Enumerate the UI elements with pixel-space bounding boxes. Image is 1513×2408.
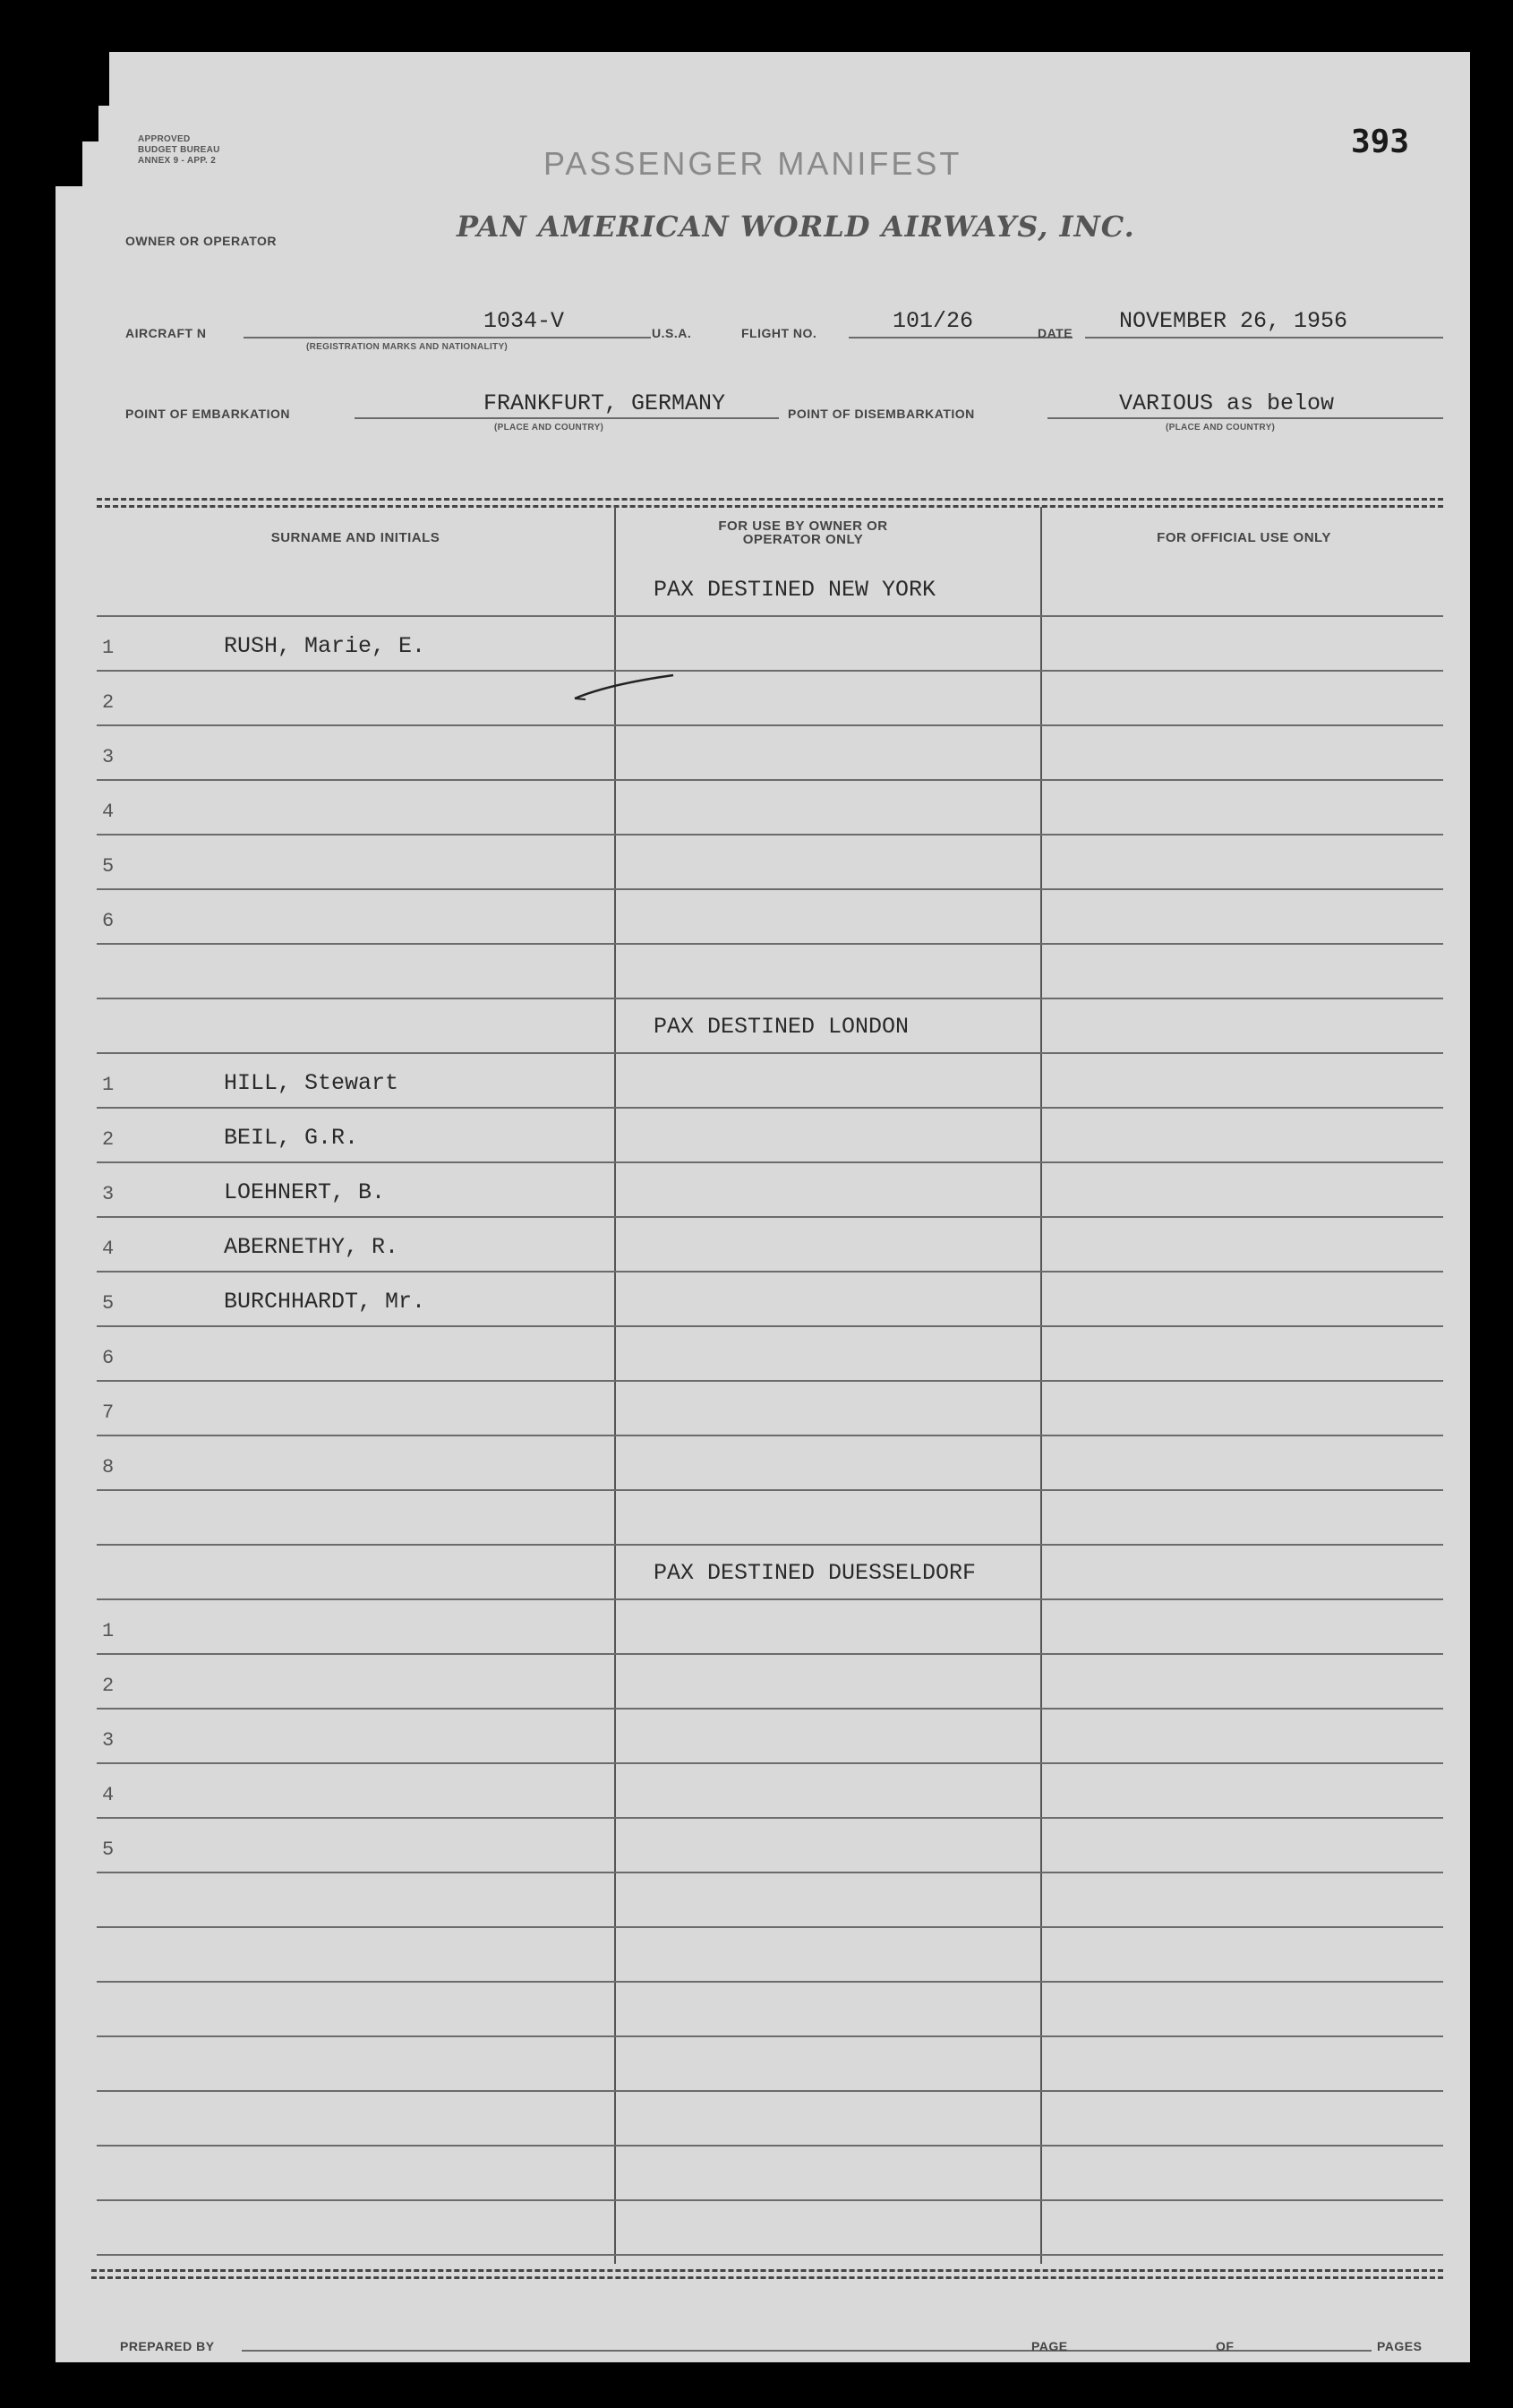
ruled-line xyxy=(97,1653,1443,1655)
row-number: 3 xyxy=(102,1729,115,1752)
row-number: 4 xyxy=(102,801,115,823)
ruled-line xyxy=(97,1872,1443,1873)
row-number: 2 xyxy=(102,1675,115,1697)
usa-label: U.S.A. xyxy=(652,326,692,340)
ruled-line xyxy=(97,1926,1443,1928)
ruled-line xyxy=(97,1598,1443,1600)
ruled-line xyxy=(97,1052,1443,1054)
of-label: OF xyxy=(1216,2339,1235,2353)
ruled-line xyxy=(97,1107,1443,1109)
passenger-name: BEIL, G.R. xyxy=(224,1125,359,1151)
form-reference-1: APPROVED xyxy=(138,134,191,144)
ruled-line xyxy=(97,724,1443,726)
prepared-by-line xyxy=(242,2350,1083,2352)
aircraft-label: AIRCRAFT N xyxy=(125,326,207,340)
ruled-line xyxy=(97,1271,1443,1273)
group-heading: PAX DESTINED LONDON xyxy=(654,1014,910,1040)
pages-label: PAGES xyxy=(1377,2339,1423,2353)
prepared-by-label: PREPARED BY xyxy=(120,2339,215,2353)
column-owner-heading: FOR USE BY OWNER OR OPERATOR ONLY xyxy=(718,518,888,547)
ruled-line xyxy=(97,1380,1443,1382)
table-top-rule-2 xyxy=(97,505,1443,508)
column-divider-2 xyxy=(1040,507,1042,2264)
disembark-label: POINT OF DISEMBARKATION xyxy=(788,407,975,421)
ruled-line xyxy=(97,2145,1443,2147)
date-line xyxy=(1085,337,1443,338)
aircraft-sub: (REGISTRATION MARKS AND NATIONALITY) xyxy=(306,342,509,352)
disembark-sub: (PLACE AND COUNTRY) xyxy=(1166,423,1276,433)
page-line xyxy=(1083,2350,1271,2352)
row-number: 3 xyxy=(102,1183,115,1205)
row-number: 8 xyxy=(102,1456,115,1478)
passenger-name: HILL, Stewart xyxy=(224,1070,399,1096)
ruled-line xyxy=(97,1161,1443,1163)
ruled-line xyxy=(97,779,1443,781)
date-label: DATE xyxy=(1038,326,1073,340)
ruled-line xyxy=(97,615,1443,617)
ruled-line xyxy=(97,2199,1443,2201)
row-number: 4 xyxy=(102,1784,115,1806)
ruled-line xyxy=(97,2090,1443,2092)
flight-value: 101/26 xyxy=(893,308,974,334)
page-number: 393 xyxy=(1351,124,1410,160)
row-number: 2 xyxy=(102,1128,115,1151)
ruled-line xyxy=(97,1981,1443,1983)
ruled-line xyxy=(97,670,1443,672)
group-heading: PAX DESTINED DUESSELDORF xyxy=(654,1560,977,1586)
ruled-line xyxy=(97,1435,1443,1436)
embark-line xyxy=(355,417,779,419)
ruled-line xyxy=(97,1544,1443,1546)
passenger-name: BURCHHARDT, Mr. xyxy=(224,1289,426,1315)
date-value: NOVEMBER 26, 1956 xyxy=(1119,308,1348,334)
passenger-name: RUSH, Marie, E. xyxy=(224,633,426,659)
row-number: 6 xyxy=(102,910,115,932)
ruled-line xyxy=(97,943,1443,945)
row-number: 7 xyxy=(102,1401,115,1424)
row-number: 5 xyxy=(102,1838,115,1861)
row-number: 4 xyxy=(102,1238,115,1260)
ruled-line xyxy=(97,1325,1443,1327)
aircraft-value: 1034-V xyxy=(483,308,565,334)
row-number: 5 xyxy=(102,1292,115,1315)
torn-corner-notch xyxy=(82,106,98,141)
torn-corner xyxy=(56,52,82,186)
column-divider-1 xyxy=(614,507,616,2264)
column-surname-heading: SURNAME AND INITIALS xyxy=(270,530,440,545)
passenger-name: ABERNETHY, R. xyxy=(224,1234,399,1260)
table-bottom-rule-1 xyxy=(91,2269,1443,2272)
embark-label: POINT OF EMBARKATION xyxy=(125,407,290,421)
form-reference-2: BUDGET BUREAU xyxy=(138,145,220,155)
passenger-name: LOEHNERT, B. xyxy=(224,1179,386,1205)
row-number: 3 xyxy=(102,746,115,768)
row-number: 1 xyxy=(102,1074,115,1096)
form-reference-3: ANNEX 9 - APP. 2 xyxy=(138,156,217,166)
row-number: 1 xyxy=(102,1620,115,1642)
ruled-line xyxy=(97,834,1443,836)
table-bottom-rule-2 xyxy=(91,2276,1443,2279)
ruled-line xyxy=(97,2254,1443,2256)
ruled-line xyxy=(97,1216,1443,1218)
ruled-line xyxy=(97,1817,1443,1819)
pen-tick-mark xyxy=(573,666,680,711)
manifest-title: PASSENGER MANIFEST xyxy=(543,145,962,182)
embark-sub: (PLACE AND COUNTRY) xyxy=(494,423,604,433)
row-number: 5 xyxy=(102,855,115,878)
ruled-line xyxy=(97,1489,1443,1491)
table-top-rule-1 xyxy=(97,498,1443,501)
disembark-line xyxy=(1047,417,1443,419)
owner-value: PAN AMERICAN WORLD AIRWAYS, INC. xyxy=(457,210,1135,244)
torn-corner-edge xyxy=(82,52,109,106)
disembark-value: VARIOUS as below xyxy=(1119,390,1335,416)
owner-label: OWNER OR OPERATOR xyxy=(125,234,277,248)
row-number: 6 xyxy=(102,1347,115,1369)
manifest-sheet xyxy=(56,52,1470,2362)
ruled-line xyxy=(97,998,1443,999)
of-line xyxy=(1246,2350,1372,2352)
group-heading: PAX DESTINED NEW YORK xyxy=(654,577,936,603)
ruled-line xyxy=(97,2035,1443,2037)
page-label: PAGE xyxy=(1031,2339,1068,2353)
row-number: 1 xyxy=(102,637,115,659)
ruled-line xyxy=(97,1762,1443,1764)
embark-value: FRANKFURT, GERMANY xyxy=(483,390,726,416)
column-official-heading: FOR OFFICIAL USE ONLY xyxy=(1157,530,1331,545)
row-number: 2 xyxy=(102,691,115,714)
aircraft-line xyxy=(244,337,651,338)
flight-label: FLIGHT NO. xyxy=(741,326,817,340)
ruled-line xyxy=(97,1708,1443,1710)
ruled-line xyxy=(97,888,1443,890)
